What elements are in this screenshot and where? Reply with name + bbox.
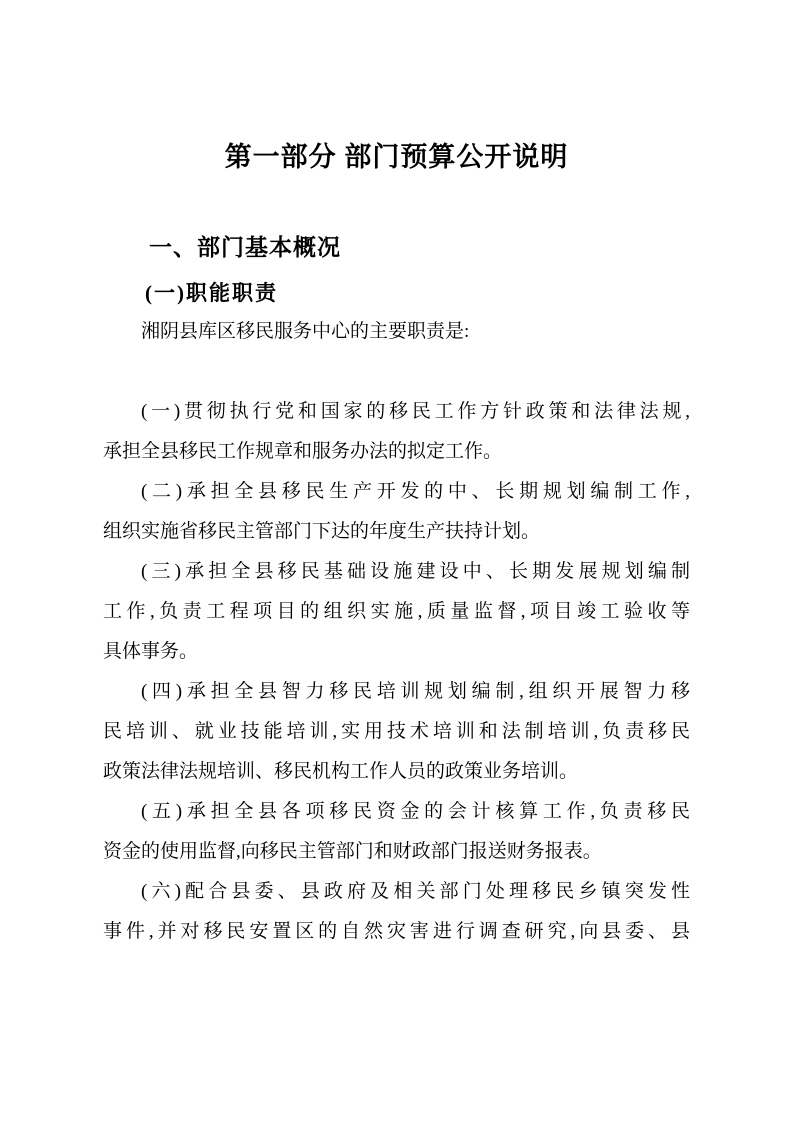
paragraph-line: 资金的使用监督,向移民主管部门和财政部门报送财务报表。 [103,841,602,862]
duty-paragraph-5 [103,792,690,872]
paragraph-line: (一)贯彻执行党和国家的移民工作方针政策和法律法规, [141,401,690,422]
duty-paragraph-6 [103,872,690,952]
paragraph-line: 具体事务。 [103,641,199,662]
duty-paragraph-3 [103,552,690,672]
paragraph-line: 承担全县移民工作规章和服务办法的拟定工作。 [103,441,503,462]
paragraph-line: (四)承担全县智力移民培训规划编制,组织开展智力移 [141,681,690,702]
document-title: 第一部分 部门预算公开说明 [224,142,569,172]
duty-paragraph-4 [103,672,690,792]
paragraph-line: 事件,并对移民安置区的自然灾害进行调查研究,向县委、县 [103,921,690,942]
duty-paragraph-1 [103,392,690,472]
paragraph-line: (五)承担全县各项移民资金的会计核算工作,负责移民 [141,801,690,822]
intro-paragraph: 湘阴县库区移民服务中心的主要职责是: [141,321,470,342]
paragraph-line: 组织实施省移民主管部门下达的年度生产扶持计划。 [103,521,541,542]
paragraph-line: (三)承担全县移民基础设施建设中、长期发展规划编制 [141,561,690,582]
section-heading: 一、部门基本概况 [149,234,341,260]
paragraph-line: (二)承担全县移民生产开发的中、长期规划编制工作, [141,481,690,502]
paragraph-line: 民培训、就业技能培训,实用技术培训和法制培训,负责移民 [103,721,690,742]
paragraph-line: 工作,负责工程项目的组织实施,质量监督,项目竣工验收等 [103,601,690,622]
blank-line [103,352,690,392]
duty-paragraph-2 [103,472,690,552]
paragraph-line: (六)配合县委、县政府及相关部门处理移民乡镇突发性 [141,881,690,902]
paragraph-line: 政策法律法规培训、移民机构工作人员的政策业务培训。 [103,761,579,782]
subsection-heading: (一)职能职责 [145,281,278,305]
